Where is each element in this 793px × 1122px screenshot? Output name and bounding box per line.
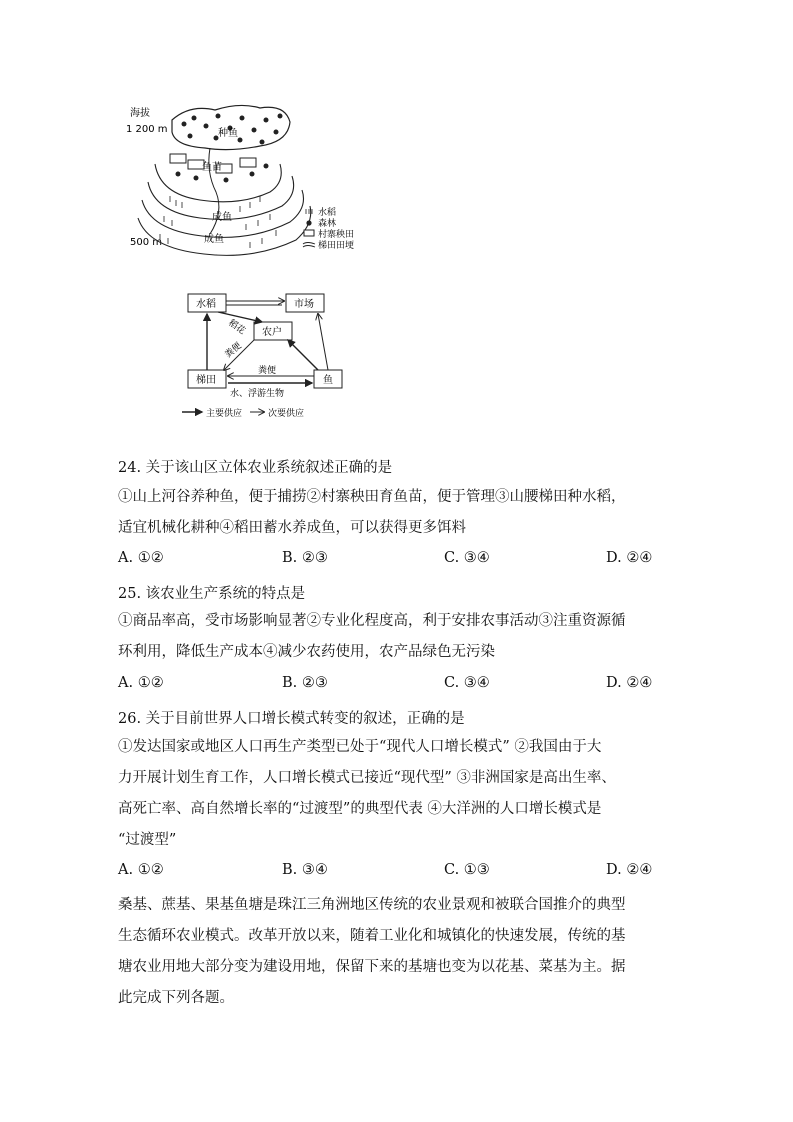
option-c[interactable]: C. ③④ <box>444 675 490 691</box>
legend-secondary-supply: 次要供应 <box>268 409 305 419</box>
legend-ridge: 梯田田埂 <box>318 241 355 251</box>
question-26-stem: 26. 关于目前世界人口增长模式转变的叙述，正确的是 <box>118 711 465 727</box>
legend-seedbed: 村寨秧田 <box>318 230 355 240</box>
question-25-options <box>118 675 678 706</box>
passage-line-2: 生态循环农业模式。改革开放以来，随着工业化和城镇化的快速发展，传统的基 <box>118 928 626 944</box>
ridge-legend-icon <box>303 243 315 248</box>
node-terrace: 梯田 <box>196 375 216 386</box>
node-farmer: 农户 <box>262 327 282 338</box>
edge-label-straw: 稻花 <box>226 318 247 337</box>
node-rice: 水稻 <box>196 299 216 310</box>
edge-label-dung1: 粪便 <box>223 341 244 361</box>
passage-line-4: 此完成下列各题。 <box>118 990 234 1006</box>
option-b[interactable]: B. ②③ <box>282 675 328 691</box>
terrace-profile-figure <box>120 102 390 262</box>
question-26-line-1: ①发达国家或地区人口再生产类型已处于“现代人口增长模式” ②我国由于大 <box>118 739 602 755</box>
question-25-line-1: ①商品率高，受市场影响显著②专业化程度高，利于安排农事活动③注重资源循 <box>118 613 626 629</box>
edge-label-plankton: 水、浮游生物 <box>230 389 285 399</box>
legend-main-supply: 主要供应 <box>206 409 243 419</box>
question-24-line-2: 适宜机械化耕种④稻田蓄水养成鱼，可以获得更多饵料 <box>118 520 466 536</box>
forest-legend-icon <box>306 220 311 225</box>
option-c[interactable]: C. ③④ <box>444 550 490 566</box>
question-24-stem: 24. 关于该山区立体农业系统叙述正确的是 <box>118 460 393 476</box>
question-26-line-2: 力开展计划生育工作，人口增长模式已接近“现代型” ③非洲国家是高出生率、 <box>118 770 616 786</box>
zone-label-seed-fish: 种鱼 <box>218 128 238 139</box>
question-26-line-4: “过渡型” <box>118 832 177 848</box>
zone-label-adult-fish-2: 成鱼 <box>204 234 224 245</box>
option-a[interactable]: A. ①② <box>118 862 164 878</box>
option-d[interactable]: D. ②④ <box>606 550 653 566</box>
question-26-line-3: 高死亡率、高自然增长率的“过渡型”的典型代表 ④大洋洲的人口增长模式是 <box>118 801 602 817</box>
top-elevation-label: 1 200 m <box>126 124 168 135</box>
altitude-label: 海拔 <box>130 108 150 119</box>
legend-rice: 水稻 <box>318 208 337 218</box>
option-a[interactable]: A. ①② <box>118 675 164 691</box>
flow-legend <box>182 407 304 419</box>
terrace-ridges <box>138 164 311 255</box>
option-b[interactable]: B. ③④ <box>282 862 328 878</box>
legend-forest: 森林 <box>318 219 337 229</box>
passage-line-3: 塘农业用地大部分变为建设用地，保留下来的基塘也变为以花基、菜基为主。据 <box>118 959 626 975</box>
question-24-line-1: ①山上河谷养种鱼，便于捕捞②村寨秧田育鱼苗，便于管理③山腰梯田种水稻， <box>118 489 626 505</box>
option-d[interactable]: D. ②④ <box>606 675 653 691</box>
node-fish: 鱼 <box>323 375 333 386</box>
option-b[interactable]: B. ②③ <box>282 550 328 566</box>
option-a[interactable]: A. ①② <box>118 550 164 566</box>
bottom-elevation-label: 500 m <box>130 237 163 248</box>
seedbed-legend-icon <box>304 230 314 236</box>
question-25-line-2: 环利用，降低生产成本④减少农药使用，农产品绿色无污染 <box>118 644 495 660</box>
passage-line-1: 桑基、蔗基、果基鱼塘是珠江三角洲地区传统的农业景观和被联合国推介的典型 <box>118 897 626 913</box>
node-market: 市场 <box>294 299 314 310</box>
option-c[interactable]: C. ①③ <box>444 862 490 878</box>
question-25-stem: 25. 该农业生产系统的特点是 <box>118 586 306 602</box>
zone-label-adult-fish-1: 成鱼 <box>212 212 232 223</box>
material-flow-diagram <box>178 288 348 423</box>
edge-label-dung2: 粪便 <box>258 366 277 376</box>
question-26-options <box>118 862 678 893</box>
option-d[interactable]: D. ②④ <box>606 862 653 878</box>
zone-label-fry: 鱼苗 <box>202 162 222 173</box>
question-24-options <box>118 550 678 581</box>
